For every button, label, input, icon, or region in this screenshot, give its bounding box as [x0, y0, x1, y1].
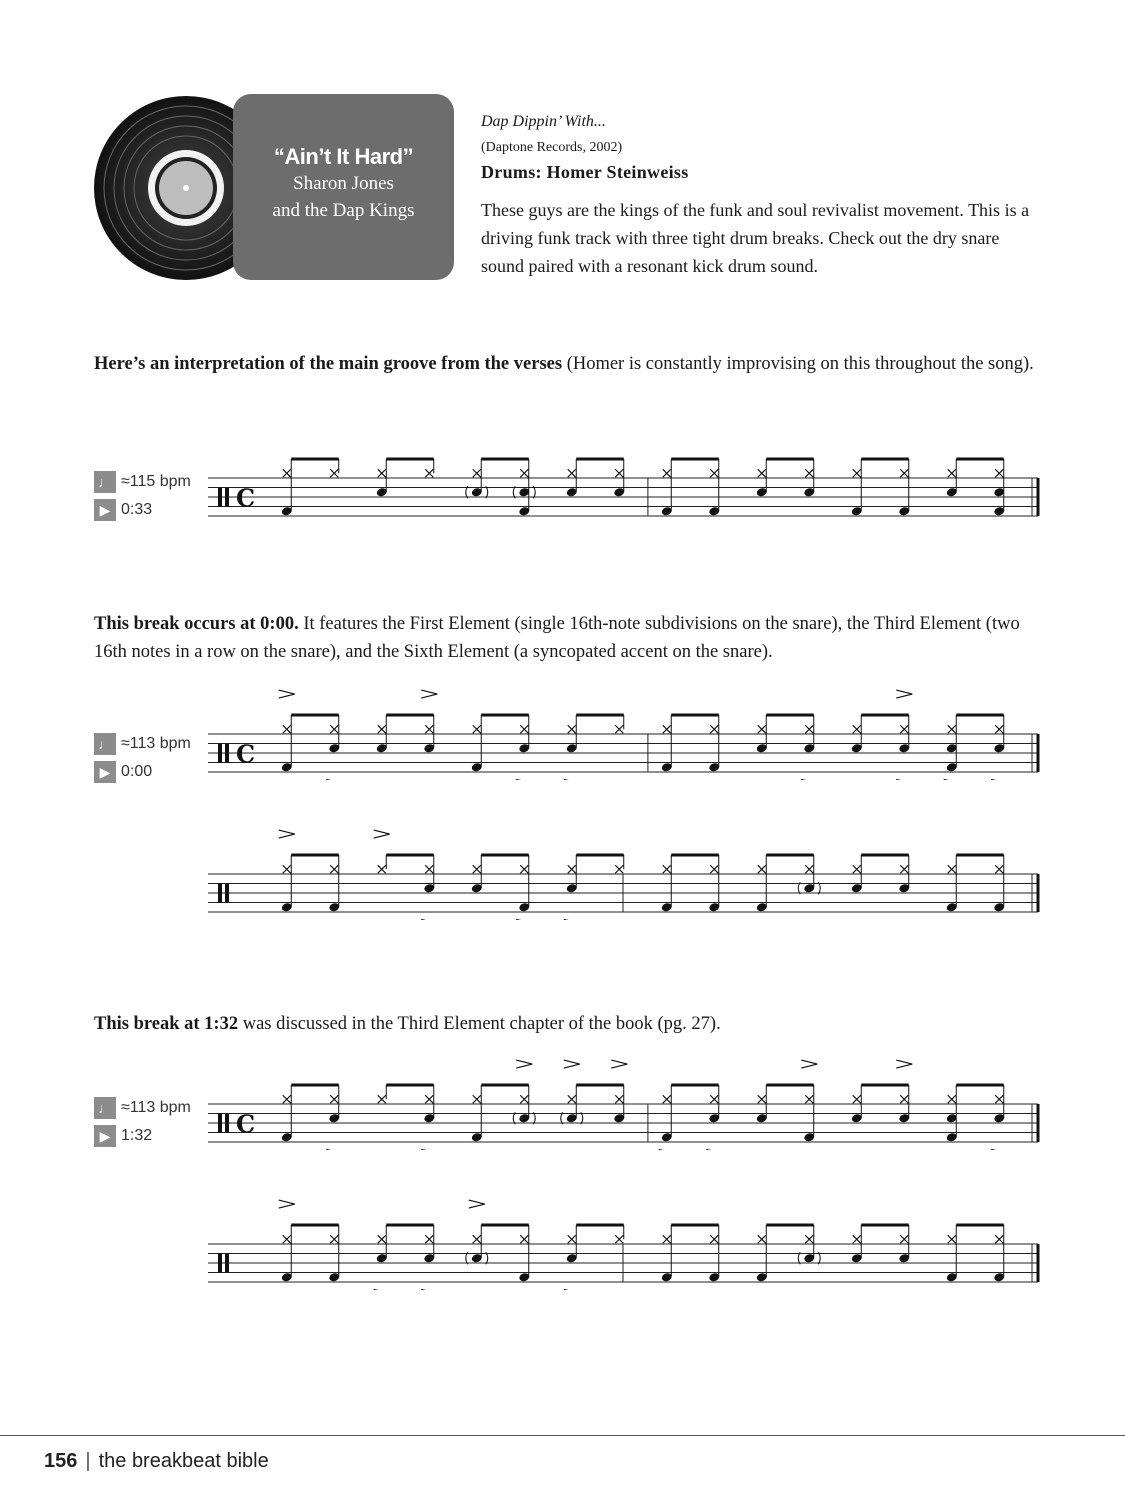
svg-text:C: C: [236, 483, 256, 513]
quarter-note-icon: ♩: [94, 1097, 116, 1119]
vinyl-record-icon: [94, 96, 244, 280]
footer-separator: |: [85, 1450, 91, 1472]
album-title-box: [233, 94, 454, 280]
drummer-credit: Drums: Homer Steinweiss: [481, 162, 689, 182]
page-footer: [44, 1450, 269, 1473]
record-label: (Daptone Records, 2002): [481, 140, 623, 155]
page-number: 156: [44, 1450, 78, 1472]
staff-break-2b: [200, 1190, 1045, 1290]
staff-break-1b: [200, 820, 1045, 920]
section-2-time: 0:00: [121, 763, 153, 780]
section-1-bold: Here’s an interpretation of the main groove from the verses: [94, 354, 563, 374]
play-audio-icon[interactable]: ▶: [94, 499, 116, 521]
play-audio-icon[interactable]: ▶: [94, 1125, 116, 1147]
artist-line-2: and the Dap Kings: [272, 200, 415, 221]
staff-break-1a: [200, 680, 1045, 780]
section-2-paragraph: [94, 610, 1054, 666]
section-3-tempo: ≈113 bpm: [121, 1099, 191, 1116]
section-1-text: (Homer is constantly improvising on this throughout the song).: [562, 354, 1034, 374]
song-title: “Ain’t It Hard”: [273, 144, 414, 169]
section-1-time: 0:33: [121, 501, 153, 518]
section-3-time: 1:32: [121, 1127, 153, 1144]
play-audio-icon[interactable]: ▶: [94, 761, 116, 783]
section-3-text: was discussed in the Third Element chapter of the book (pg. 27).: [238, 1014, 721, 1034]
record-description: These guys are the kings of the funk and soul revivalist movement. This is a driving funk track with three tight drum breaks. Check out the dry snare sound paired with a resonant kick drum sound.: [481, 200, 1030, 276]
album-name: Dap Dippin’ With...: [481, 113, 606, 130]
section-2-bold: This break occurs at 0:00.: [94, 614, 299, 634]
section-3-paragraph: [94, 1010, 1054, 1038]
staff-groove: [200, 436, 1045, 520]
section-2-tempo: ≈113 bpm: [121, 735, 191, 752]
svg-text:C: C: [236, 1109, 256, 1139]
section-1-meta: [94, 470, 191, 526]
artist-line-1: Sharon Jones: [293, 173, 394, 194]
footer-rule: [0, 1435, 1125, 1436]
staff-break-2a: [200, 1050, 1045, 1150]
section-2-meta: [94, 732, 191, 788]
book-title: the breakbeat bible: [98, 1450, 269, 1472]
record-info: [481, 110, 1041, 280]
svg-text:C: C: [236, 739, 256, 769]
section-2-text: It features the First Element (single 16th-note subdivisions on the snare), the Third Element (two 16th notes in a row on the snare), and the Sixth Element (a syncopated accent on the snare).: [94, 614, 1020, 662]
section-1-tempo: ≈115 bpm: [121, 473, 191, 490]
quarter-note-icon: ♩: [94, 471, 116, 493]
section-3-meta: [94, 1096, 191, 1152]
section-3-bold: This break at 1:32: [94, 1014, 239, 1034]
quarter-note-icon: ♩: [94, 733, 116, 755]
section-1-paragraph: [94, 350, 1054, 378]
